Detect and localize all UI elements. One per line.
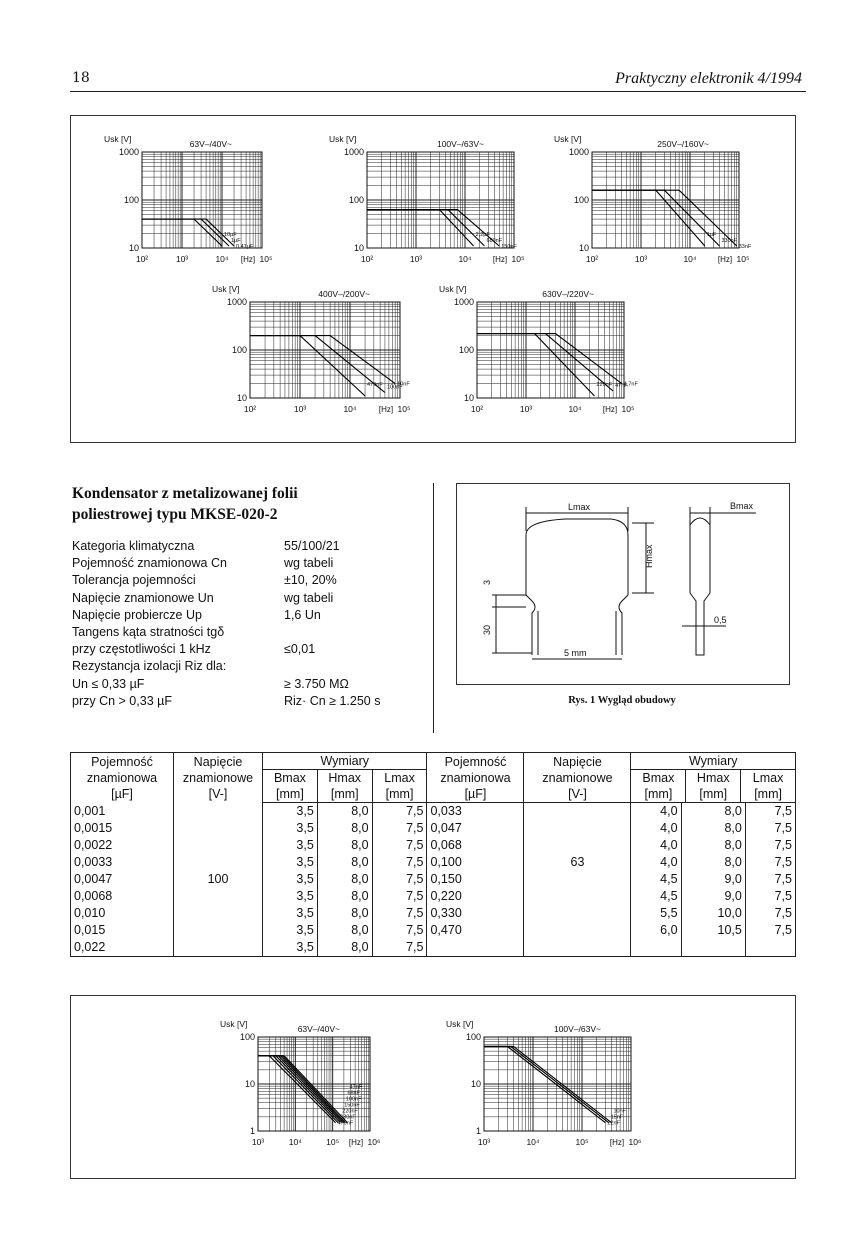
cell-h1: 8,0 — [317, 837, 372, 854]
y-tick-label: 100 — [231, 345, 247, 355]
dim-3-label: 3 — [482, 579, 492, 585]
bmax-label: Bmax — [730, 501, 754, 511]
cell-vol1 — [174, 905, 263, 922]
spec-value: wg tabeli — [284, 590, 334, 605]
side-body — [690, 518, 710, 655]
cell-vol2 — [524, 837, 631, 854]
spec-label: przy Cn > 0,33 µF — [72, 693, 172, 708]
cell-vol2 — [524, 939, 631, 957]
x-tick-label: 10⁵ — [326, 1137, 340, 1147]
cell-vol1 — [174, 888, 263, 905]
cell-l2: 7,5 — [745, 922, 795, 939]
series-label: 470nF — [367, 382, 383, 389]
table-row — [71, 922, 796, 939]
chart-title: 400V–/200V~ — [318, 289, 370, 299]
chart-title: 100V–/63V~ — [553, 1024, 601, 1034]
cell-vol2 — [524, 820, 631, 837]
spec-row — [72, 693, 380, 710]
cell-c2 — [427, 939, 524, 957]
series-label: 1µF — [706, 232, 717, 239]
x-tick-label: 10³ — [519, 404, 533, 414]
capacitor-body — [526, 519, 628, 655]
cell-c1: 0,0068 — [71, 888, 174, 905]
y-tick-label: 1 — [475, 1126, 481, 1136]
series-label: 47nF — [615, 382, 628, 389]
chart-title: 100V–/63V~ — [436, 139, 484, 149]
y-tick-label: 1000 — [118, 147, 139, 157]
spec-label: Tangens kąta stratności tgδ — [72, 625, 225, 640]
cell-vol2 — [524, 871, 631, 888]
section-title-line1: Kondensator z metalizowanej folii — [72, 485, 298, 502]
dimensions-table — [70, 752, 796, 957]
spec-row — [72, 572, 380, 589]
cell-b2: 4,5 — [631, 888, 681, 905]
series-line — [250, 336, 395, 384]
series-label: 1µF — [231, 238, 241, 245]
lmax-label: Lmax — [568, 502, 591, 512]
cell-c2: 0,047 — [427, 820, 524, 837]
cell-c2: 0,100 — [427, 854, 524, 871]
cell-vol1 — [174, 854, 263, 871]
y-axis-label: Usk [V] — [439, 284, 467, 294]
spec-label: Napięcie probiercze Up — [72, 607, 202, 622]
spec-row — [72, 538, 380, 555]
x-tick-label: 10² — [585, 254, 599, 264]
x-tick-label: 10⁴ — [343, 404, 357, 414]
series-label: 4,7nF — [623, 381, 638, 388]
series-label: 22nF — [607, 1120, 620, 1127]
cell-b1: 3,5 — [263, 922, 318, 939]
cell-l2: 7,5 — [745, 888, 795, 905]
x-tick-label: 10⁵ — [621, 404, 635, 414]
spec-value: Riz· Cn ≥ 1.250 s — [284, 693, 381, 708]
y-tick-label: 1 — [249, 1126, 255, 1136]
y-tick-label: 1000 — [568, 147, 589, 157]
table-body — [71, 803, 796, 957]
series-line — [258, 1056, 342, 1123]
cell-h2: 9,0 — [681, 888, 745, 905]
y-tick-label: 100 — [573, 195, 589, 205]
series-label: 10nF — [397, 381, 410, 388]
spec-label: Kategoria klimatyczna — [72, 539, 195, 553]
x-axis-label: [Hz] — [348, 1138, 364, 1147]
x-tick-label: 10⁴ — [215, 254, 229, 264]
cell-vol1 — [174, 837, 263, 854]
figure-caption: Rys. 1 Wygląd obudowy — [568, 695, 676, 706]
cell-h1: 8,0 — [317, 922, 372, 939]
x-tick-label: 10² — [360, 254, 374, 264]
col-dims-head-2: Wymiary Bmax [mm] Hmax [mm] Lmax [mm] — [631, 753, 796, 803]
y-axis-label: Usk [V] — [329, 134, 357, 144]
y-tick-label: 10 — [244, 1079, 255, 1089]
table-row — [71, 939, 796, 957]
x-tick-label: 10⁵ — [511, 254, 525, 264]
y-tick-label: 10 — [463, 393, 474, 403]
cell-l1: 7,5 — [372, 820, 427, 837]
series-label: 47nF — [349, 1084, 363, 1091]
cell-vol1 — [174, 939, 263, 957]
y-axis-label: Usk [V] — [446, 1019, 474, 1029]
col-voltage-head: Napięcie znamionowe [V-] — [174, 753, 263, 803]
series-label: 470nF — [337, 1120, 354, 1127]
cell-b1: 3,5 — [263, 905, 318, 922]
cell-l1: 7,5 — [372, 888, 427, 905]
chart-c3 — [554, 134, 752, 264]
series-label: 220nF — [342, 1108, 358, 1115]
series-label: 220nF — [596, 382, 613, 389]
cell-vol2 — [524, 922, 631, 939]
x-tick-label: 10³ — [477, 1137, 491, 1147]
charts-bottom — [0, 990, 852, 1190]
spec-label: przy częstotliwości 1 kHz — [72, 642, 211, 657]
lead-dia-label: 0,5 — [714, 615, 727, 625]
series-label: 330nF — [721, 238, 738, 245]
x-tick-label: 10³ — [175, 254, 189, 264]
cell-c1: 0,0022 — [71, 837, 174, 854]
y-axis-label: Usk [V] — [104, 134, 132, 144]
spec-value: 55/100/21 — [284, 539, 340, 553]
cell-l1: 7,5 — [372, 939, 427, 957]
spec-value: wg tabeli — [284, 556, 334, 571]
series-label: 68nF — [347, 1090, 360, 1097]
cell-l2: 7,5 — [745, 837, 795, 854]
spec-row — [72, 676, 380, 693]
series-label: 150nF — [501, 244, 517, 251]
x-tick-label: 10⁵ — [575, 1137, 589, 1147]
chart-title: 63V–/40V~ — [297, 1024, 340, 1034]
cell-h2: 8,0 — [681, 837, 745, 854]
cell-b1: 3,5 — [263, 820, 318, 837]
x-tick-label: 10⁵ — [736, 254, 750, 264]
col-capacity-head: Pojemność znamionowa [µF] — [71, 753, 174, 803]
series-label: 33nF — [738, 244, 752, 251]
x-axis-label: [Hz] — [492, 255, 508, 264]
spec-value: ≥ 3.750 MΩ — [284, 676, 349, 691]
x-axis-label: [Hz] — [378, 405, 394, 414]
cell-b1: 3,5 — [263, 803, 318, 821]
spec-row — [72, 607, 380, 624]
cell-b2: 4,0 — [631, 803, 681, 821]
chart-title: 250V–/160V~ — [657, 139, 709, 149]
section-title — [72, 483, 298, 525]
journal-title: Praktyczny elektronik 4/1994 — [615, 70, 802, 87]
chart-c4 — [212, 284, 410, 414]
spec-label: Rezystancja izolacji Riz dla: — [72, 659, 227, 674]
y-axis-label: Usk [V] — [212, 284, 240, 294]
cell-h2: 10,0 — [681, 905, 745, 922]
x-tick-label: 10⁵ — [259, 254, 273, 264]
series-label: 2,2µF — [475, 232, 490, 239]
cell-b1: 3,5 — [263, 854, 318, 871]
cell-l1: 7,5 — [372, 803, 427, 821]
cell-l2: 7,5 — [745, 803, 795, 821]
cell-h1: 8,0 — [317, 888, 372, 905]
x-tick-label: 10³ — [634, 254, 648, 264]
col-dims-head: Wymiary Bmax [mm] Hmax [mm] Lmax [mm] — [263, 753, 427, 803]
chart-c2 — [329, 134, 524, 264]
cell-h2: 8,0 — [681, 854, 745, 871]
col-voltage-head-2: Napięcie znamionowe [V-] — [524, 753, 631, 803]
cell-l1: 7,5 — [372, 871, 427, 888]
x-axis-label: [Hz] — [609, 1138, 625, 1147]
cell-c2: 0,220 — [427, 888, 524, 905]
spec-value: ≤0,01 — [284, 642, 316, 657]
cell-h1: 8,0 — [317, 871, 372, 888]
x-tick-label: 10⁴ — [568, 404, 582, 414]
y-axis-label: Usk [V] — [554, 134, 582, 144]
spec-label: Pojemność znamionowa Cn — [72, 556, 227, 571]
cell-vol1 — [174, 922, 263, 939]
cell-vol1 — [174, 803, 263, 821]
cell-l2: 7,5 — [745, 905, 795, 922]
y-tick-label: 100 — [465, 1032, 481, 1042]
dim-30-label: 30 — [482, 624, 492, 635]
y-tick-label: 1000 — [453, 297, 474, 307]
cell-b2: 5,5 — [631, 905, 681, 922]
cell-b2 — [631, 939, 681, 957]
cell-b1: 3,5 — [263, 871, 318, 888]
cell-l2: 7,5 — [745, 820, 795, 837]
chart-title: 63V–/40V~ — [189, 139, 232, 149]
spec-label: Un ≤ 0,33 µF — [72, 676, 145, 691]
x-axis-label: [Hz] — [240, 255, 256, 264]
cell-h1: 8,0 — [317, 854, 372, 871]
spec-row — [72, 641, 380, 658]
spec-value: 1,6 Un — [284, 607, 321, 622]
chart-c1 — [104, 134, 272, 264]
cell-h2: 8,0 — [681, 820, 745, 837]
cell-l1: 7,5 — [372, 854, 427, 871]
table-row — [71, 820, 796, 837]
x-tick-label: 10³ — [409, 254, 423, 264]
spec-label: Napięcie znamionowe Un — [72, 590, 214, 605]
cell-c2: 0,470 — [427, 922, 524, 939]
chart-c5 — [439, 284, 638, 414]
x-tick-label: 10² — [135, 254, 149, 264]
cell-l1: 7,5 — [372, 905, 427, 922]
spec-list — [72, 538, 380, 710]
cell-h1: 8,0 — [317, 905, 372, 922]
cell-l1: 7,5 — [372, 837, 427, 854]
cell-vol2 — [524, 905, 631, 922]
table-row — [71, 837, 796, 854]
y-tick-label: 10 — [353, 243, 364, 253]
cell-h2: 9,0 — [681, 871, 745, 888]
cell-vol2 — [524, 803, 631, 821]
y-tick-label: 10 — [470, 1079, 481, 1089]
x-tick-label: 10⁶ — [367, 1137, 381, 1147]
series-label: 680nF — [486, 238, 503, 245]
spec-row — [72, 658, 380, 675]
x-tick-label: 10⁴ — [288, 1137, 302, 1147]
cell-vol2: 63 — [524, 854, 631, 871]
series-label: 10µF — [224, 232, 237, 239]
cell-b2: 6,0 — [631, 922, 681, 939]
cell-h1: 8,0 — [317, 939, 372, 957]
cell-b1: 3,5 — [263, 837, 318, 854]
hmax-label: Hmax — [644, 544, 654, 568]
y-axis-label: Usk [V] — [220, 1019, 248, 1029]
cell-h2 — [681, 939, 745, 957]
y-tick-label: 100 — [239, 1032, 255, 1042]
cell-c1: 0,0033 — [71, 854, 174, 871]
y-tick-label: 100 — [123, 195, 139, 205]
y-tick-label: 100 — [458, 345, 474, 355]
package-drawing — [456, 483, 790, 685]
chart-c6 — [220, 1019, 380, 1147]
chart-c7 — [446, 1019, 641, 1147]
y-tick-label: 10 — [128, 243, 139, 253]
column-divider — [433, 483, 434, 733]
y-tick-label: 10 — [578, 243, 589, 253]
y-tick-label: 10 — [236, 393, 247, 403]
page-number: 18 — [72, 70, 90, 86]
series-line — [484, 1046, 605, 1122]
cell-l2: 7,5 — [745, 854, 795, 871]
series-label: 150nF — [344, 1102, 360, 1109]
table-row — [71, 888, 796, 905]
x-tick-label: 10⁴ — [526, 1137, 540, 1147]
cell-c2: 0,033 — [427, 803, 524, 821]
series-label: 10nF — [613, 1108, 627, 1115]
chart-title: 630V–/220V~ — [542, 289, 594, 299]
cell-h1: 8,0 — [317, 820, 372, 837]
x-tick-label: 10⁵ — [397, 404, 411, 414]
cell-l1: 7,5 — [372, 922, 427, 939]
pitch-label: 5 mm — [564, 648, 587, 658]
cell-c1: 0,001 — [71, 803, 174, 821]
spec-row — [72, 590, 380, 607]
x-axis-label: [Hz] — [717, 255, 733, 264]
cell-l2 — [745, 939, 795, 957]
cell-b2: 4,5 — [631, 871, 681, 888]
x-tick-label: 10⁶ — [628, 1137, 642, 1147]
series-label: 100nF — [386, 384, 403, 391]
table-row — [71, 905, 796, 922]
x-axis-label: [Hz] — [602, 405, 618, 414]
spec-value: ±10, 20% — [284, 573, 337, 588]
cell-c1: 0,015 — [71, 922, 174, 939]
cell-c1: 0,0015 — [71, 820, 174, 837]
table-row — [71, 871, 796, 888]
table-row — [71, 803, 796, 821]
cell-c1: 0,010 — [71, 905, 174, 922]
cell-vol1 — [174, 820, 263, 837]
cell-h2: 8,0 — [681, 803, 745, 821]
cell-vol1: 100 — [174, 871, 263, 888]
series-line — [477, 334, 595, 396]
cell-c1: 0,0047 — [71, 871, 174, 888]
cell-h2: 10,5 — [681, 922, 745, 939]
spec-row — [72, 555, 380, 572]
series-label: 100nF — [345, 1096, 362, 1103]
y-tick-label: 1000 — [226, 297, 247, 307]
spec-label: Tolerancja pojemności — [72, 573, 196, 588]
col-capacity-head-2: Pojemność znamionowa [µF] — [427, 753, 524, 803]
series-line — [367, 210, 485, 246]
cell-h1: 8,0 — [317, 803, 372, 821]
section-title-line2: poliestrowej typu MKSE-020-2 — [72, 506, 278, 523]
cell-c2: 0,068 — [427, 837, 524, 854]
x-tick-label: 10² — [243, 404, 257, 414]
spec-row — [72, 624, 380, 641]
x-tick-label: 10² — [470, 404, 484, 414]
x-tick-label: 10⁴ — [458, 254, 472, 264]
series-label: 15nF — [610, 1114, 624, 1121]
cell-c2: 0,330 — [427, 905, 524, 922]
cell-b2: 4,0 — [631, 837, 681, 854]
table-row — [71, 854, 796, 871]
x-tick-label: 10³ — [293, 404, 307, 414]
x-tick-label: 10⁴ — [683, 254, 697, 264]
y-tick-label: 1000 — [343, 147, 364, 157]
charts-top — [0, 0, 852, 460]
cell-vol2 — [524, 888, 631, 905]
cell-b1: 3,5 — [263, 939, 318, 957]
cell-c1: 0,022 — [71, 939, 174, 957]
series-label: 0,47µF — [236, 244, 254, 251]
series-line — [258, 1056, 336, 1123]
cell-c2: 0,150 — [427, 871, 524, 888]
cell-l2: 7,5 — [745, 871, 795, 888]
x-tick-label: 10³ — [251, 1137, 265, 1147]
cell-b2: 4,0 — [631, 820, 681, 837]
y-tick-label: 100 — [348, 195, 364, 205]
cell-b2: 4,0 — [631, 854, 681, 871]
cell-b1: 3,5 — [263, 888, 318, 905]
series-line — [250, 336, 385, 393]
series-label: 330nF — [340, 1114, 356, 1121]
